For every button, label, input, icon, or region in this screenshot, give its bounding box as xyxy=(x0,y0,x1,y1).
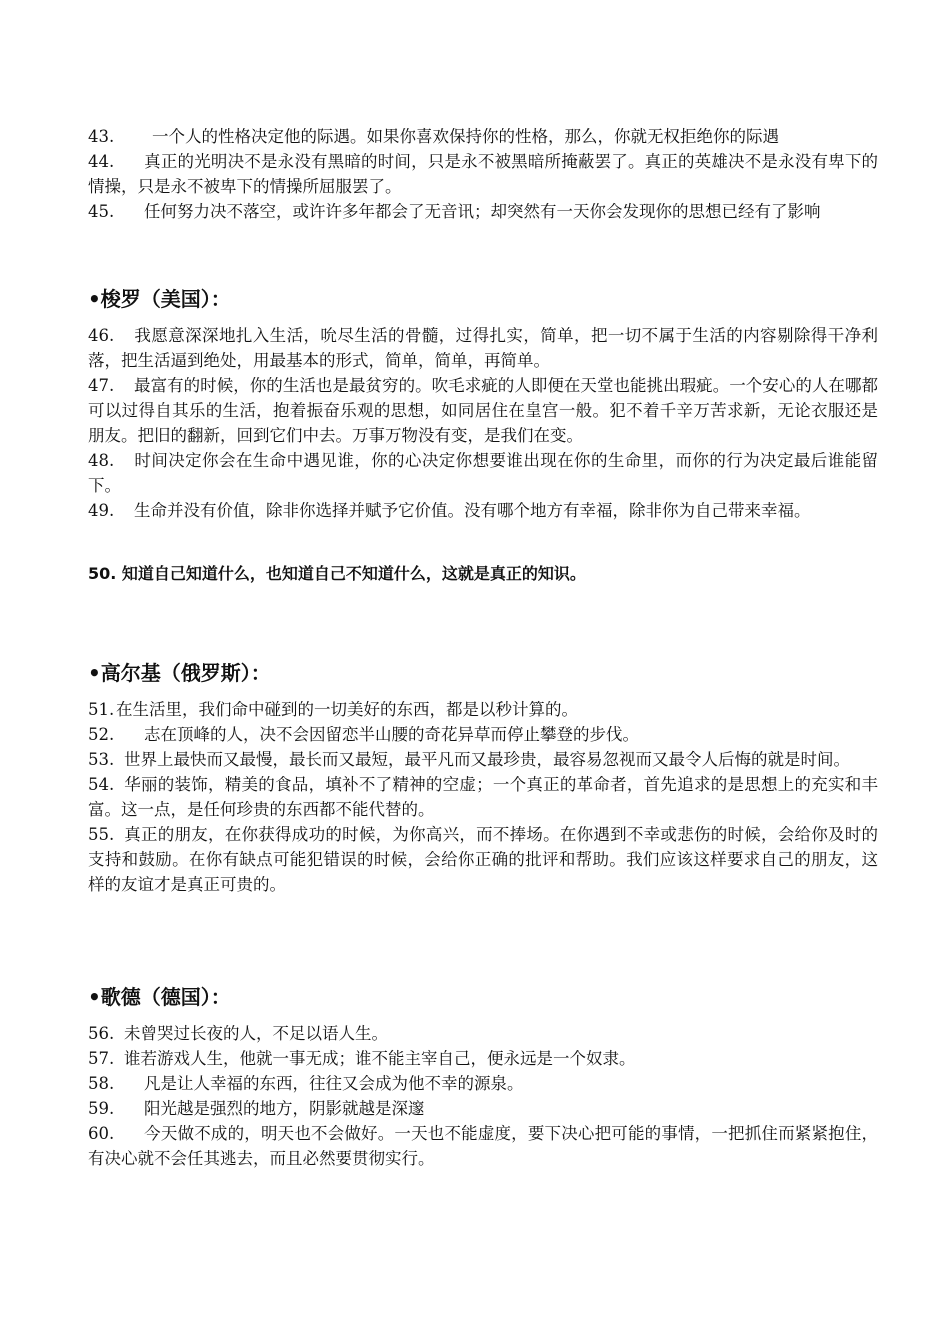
emphasized-entry: 50. 知道自己知道什么，也知道自己不知道什么，这就是真正的知识。 xyxy=(88,564,586,583)
entry-block-goethe xyxy=(88,1021,878,1171)
section-heading-goethe: •歌德（德国）： xyxy=(88,985,231,1009)
entry-text: 真正的朋友，在你获得成功的时候，为你高兴，而不捧场。在你遇到不幸或悲伤的时候，会给你及时的支持和鼓励。在你有缺点可能犯错误的时候，会给你正确的批评和帮助。我们应该这样要求自己的朋友，这样的友谊才是真正可贵的。 xyxy=(88,825,878,894)
entry-text: 在生活里，我们命中碰到的一切美好的东西，都是以秒计算的。 xyxy=(116,700,578,719)
entry-text: 生命并没有价值，除非你选择并赋予它价值。没有哪个地方有幸福，除非你为自己带来幸福。 xyxy=(134,501,811,520)
entry-text: 任何努力决不落空，或许许多年都会了无音讯；却突然有一天你会发现你的思想已经有了影响 xyxy=(144,202,821,221)
entry-number: 60. xyxy=(88,1124,115,1143)
entry-number: 54. xyxy=(88,775,115,794)
entry-text: 一个人的性格决定他的际遇。如果你喜欢保持你的性格，那么，你就无权拒绝你的际遇 xyxy=(152,127,779,146)
entry-text: 谁若游戏人生，他就一事无成；谁不能主宰自己，便永远是一个奴隶。 xyxy=(124,1049,636,1068)
list-item xyxy=(88,149,878,199)
entry-text: 未曾哭过长夜的人，不足以语人生。 xyxy=(124,1024,388,1043)
entry-number: 55. xyxy=(88,825,115,844)
entry-number: 44. xyxy=(88,152,115,171)
entry-number: 59. xyxy=(88,1099,115,1118)
entry-block-intro xyxy=(88,124,878,224)
list-item xyxy=(88,448,878,498)
list-item xyxy=(88,1046,878,1071)
entry-number: 51. xyxy=(88,700,115,719)
list-item xyxy=(88,124,878,149)
list-item xyxy=(88,822,878,897)
section-heading-gorky: •高尔基（俄罗斯）： xyxy=(88,661,271,685)
entry-number: 47. xyxy=(88,376,115,395)
entry-text: 最富有的时候，你的生活也是最贫穷的。吹毛求疵的人即便在天堂也能挑出瑕疵。一个安心的人在哪都可以过得自其乐的生活，抱着振奋乐观的思想，如同居住在皇宫一般。犯不着千辛万苦求新，无论衣服还是朋友。把旧的翻新，回到它们中去。万事万物没有变，是我们在变。 xyxy=(88,376,878,445)
list-item xyxy=(88,1096,878,1121)
section-heading-thoreau: •梭罗（美国）： xyxy=(88,287,231,311)
entry-block-gorky xyxy=(88,697,878,897)
entry-text: 志在顶峰的人，决不会因留恋半山腰的奇花异草而停止攀登的步伐。 xyxy=(144,725,639,744)
entry-number: 43. xyxy=(88,127,115,146)
entry-number: 53. xyxy=(88,750,115,769)
entry-number: 56. xyxy=(88,1024,115,1043)
entry-number: 46. xyxy=(88,326,115,345)
entry-text: 我愿意深深地扎入生活，吮尽生活的骨髓，过得扎实，简单，把一切不属于生活的内容剔除得干净利落，把生活逼到绝处，用最基本的形式，简单，简单，再简单。 xyxy=(88,326,878,370)
entry-number: 58. xyxy=(88,1074,115,1093)
list-item xyxy=(88,1021,878,1046)
entry-number: 57. xyxy=(88,1049,115,1068)
entry-text: 世界上最快而又最慢，最长而又最短，最平凡而又最珍贵，最容易忽视而又最令人后悔的就是时间。 xyxy=(124,750,850,769)
entry-block-thoreau xyxy=(88,323,878,523)
entry-number: 45. xyxy=(88,202,115,221)
entry-text: 今天做不成的，明天也不会做好。一天也不能虚度，要下决心把可能的事情，一把抓住而紧紧抱住，有决心就不会任其逃去，而且必然要贯彻实行。 xyxy=(88,1124,878,1168)
entry-text: 凡是让人幸福的东西，往往又会成为他不幸的源泉。 xyxy=(144,1074,524,1093)
entry-number: 52. xyxy=(88,725,115,744)
entry-text: 时间决定你会在生命中遇见谁，你的心决定你想要谁出现在你的生命里，而你的行为决定最后谁能留下。 xyxy=(88,451,878,495)
list-item xyxy=(88,199,878,224)
list-item xyxy=(88,1121,878,1171)
entry-number: 49. xyxy=(88,501,115,520)
entry-text: 真正的光明决不是永没有黑暗的时间，只是永不被黑暗所掩蔽罢了。真正的英雄决不是永没有卑下的情操，只是永不被卑下的情操所屈服罢了。 xyxy=(88,152,878,196)
list-item xyxy=(88,373,878,448)
list-item xyxy=(88,722,878,747)
entry-text: 阳光越是强烈的地方，阴影就越是深邃 xyxy=(144,1099,425,1118)
list-item xyxy=(88,323,878,373)
list-item xyxy=(88,498,878,523)
list-item xyxy=(88,697,878,722)
list-item xyxy=(88,747,878,772)
list-item xyxy=(88,772,878,822)
list-item xyxy=(88,1071,878,1096)
entry-number: 48. xyxy=(88,451,115,470)
entry-text: 华丽的装饰，精美的食品，填补不了精神的空虚；一个真正的革命者，首先追求的是思想上的充实和丰富。这一点，是任何珍贵的东西都不能代替的。 xyxy=(88,775,878,819)
